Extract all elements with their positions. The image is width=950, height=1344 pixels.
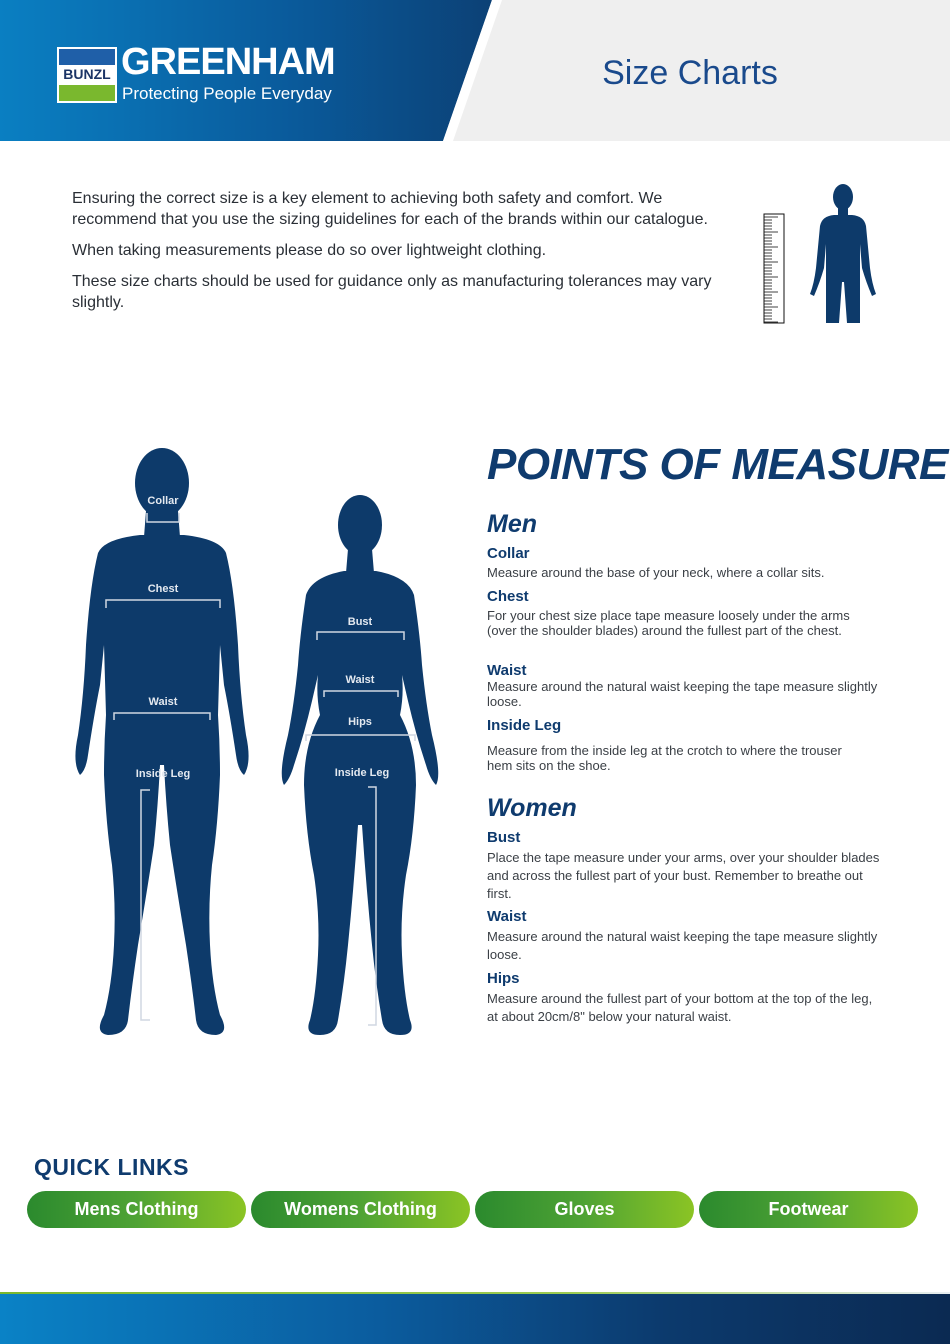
brand-name: GREENHAM xyxy=(121,41,335,83)
men-waist-text: Measure around the natural waist keeping the tape measure slightly loose. xyxy=(487,679,878,709)
person-silhouette-icon xyxy=(810,184,876,323)
men-collar-label: Collar xyxy=(487,545,530,562)
page-title: Size Charts xyxy=(602,54,778,92)
intro-text xyxy=(72,188,712,323)
men-inside-leg-text: Measure from the inside leg at the crotch to where the trouser hem sits on the shoe. xyxy=(487,743,842,773)
men-inside-leg-label: Inside Leg xyxy=(487,717,562,734)
women-waist-label: Waist xyxy=(487,908,527,925)
men-waist-label: Waist xyxy=(487,662,527,679)
chest-label: Chest xyxy=(147,583,179,595)
man-silhouette-icon xyxy=(75,448,248,1035)
gloves-link[interactable]: Gloves xyxy=(475,1191,694,1228)
women-heading: Women xyxy=(487,794,577,822)
women-hips-label: Hips xyxy=(487,970,520,987)
women-inside-leg-label: Inside Leg xyxy=(334,767,390,779)
quick-links-title: QUICK LINKS xyxy=(34,1154,189,1180)
ruler-icon xyxy=(764,214,784,323)
bunzl-text: BUNZL xyxy=(57,65,117,83)
collar-label: Collar xyxy=(147,495,179,507)
intro-paragraph: These size charts should be used for guidance only as manufacturing tolerances may vary slightly. xyxy=(72,273,712,311)
points-of-measure-title: POINTS OF MEASURE xyxy=(487,440,948,489)
bust-label: Bust xyxy=(347,616,373,628)
brand-tagline: Protecting People Everyday xyxy=(122,84,332,103)
women-bust-text: Place the tape measure under your arms, over your shoulder blades and across the fullest part of your bust. Remember to breathe out first. xyxy=(487,850,880,901)
men-chest-label: Chest xyxy=(487,588,529,605)
men-collar-text: Measure around the base of your neck, where a collar sits. xyxy=(487,565,825,580)
woman-silhouette-icon xyxy=(282,495,439,1035)
intro-paragraph: Ensuring the correct size is a key element to achieving both safety and comfort. We recommend that you use the sizing guidelines for each of the brands within our catalogue. xyxy=(72,190,708,228)
body-measurement-diagram xyxy=(70,445,450,1045)
women-waist-text: Measure around the natural waist keeping the tape measure slightly loose. xyxy=(487,929,878,962)
hips-label: Hips xyxy=(348,716,372,728)
mens-clothing-link[interactable]: Mens Clothing xyxy=(27,1191,246,1228)
height-ruler-illustration xyxy=(762,182,882,327)
inside-leg-label: Inside Leg xyxy=(135,768,191,780)
page-footer xyxy=(0,1294,950,1344)
men-chest-text: For your chest size place tape measure loosely under the arms (over the shoulder blades) around the fullest part of the chest. xyxy=(487,608,850,638)
waist-label: Waist xyxy=(148,696,178,708)
footwear-link[interactable]: Footwear xyxy=(699,1191,918,1228)
intro-paragraph: When taking measurements please do so over lightweight clothing. xyxy=(72,242,547,259)
women-bust-label: Bust xyxy=(487,829,521,846)
men-heading: Men xyxy=(487,510,537,538)
women-hips-text: Measure around the fullest part of your bottom at the top of the leg, at about 20cm/8" below your natural waist. xyxy=(487,991,873,1024)
womens-clothing-link[interactable]: Womens Clothing xyxy=(251,1191,470,1228)
women-waist-label: Waist xyxy=(345,674,375,686)
bunzl-logo-mark xyxy=(57,47,117,103)
